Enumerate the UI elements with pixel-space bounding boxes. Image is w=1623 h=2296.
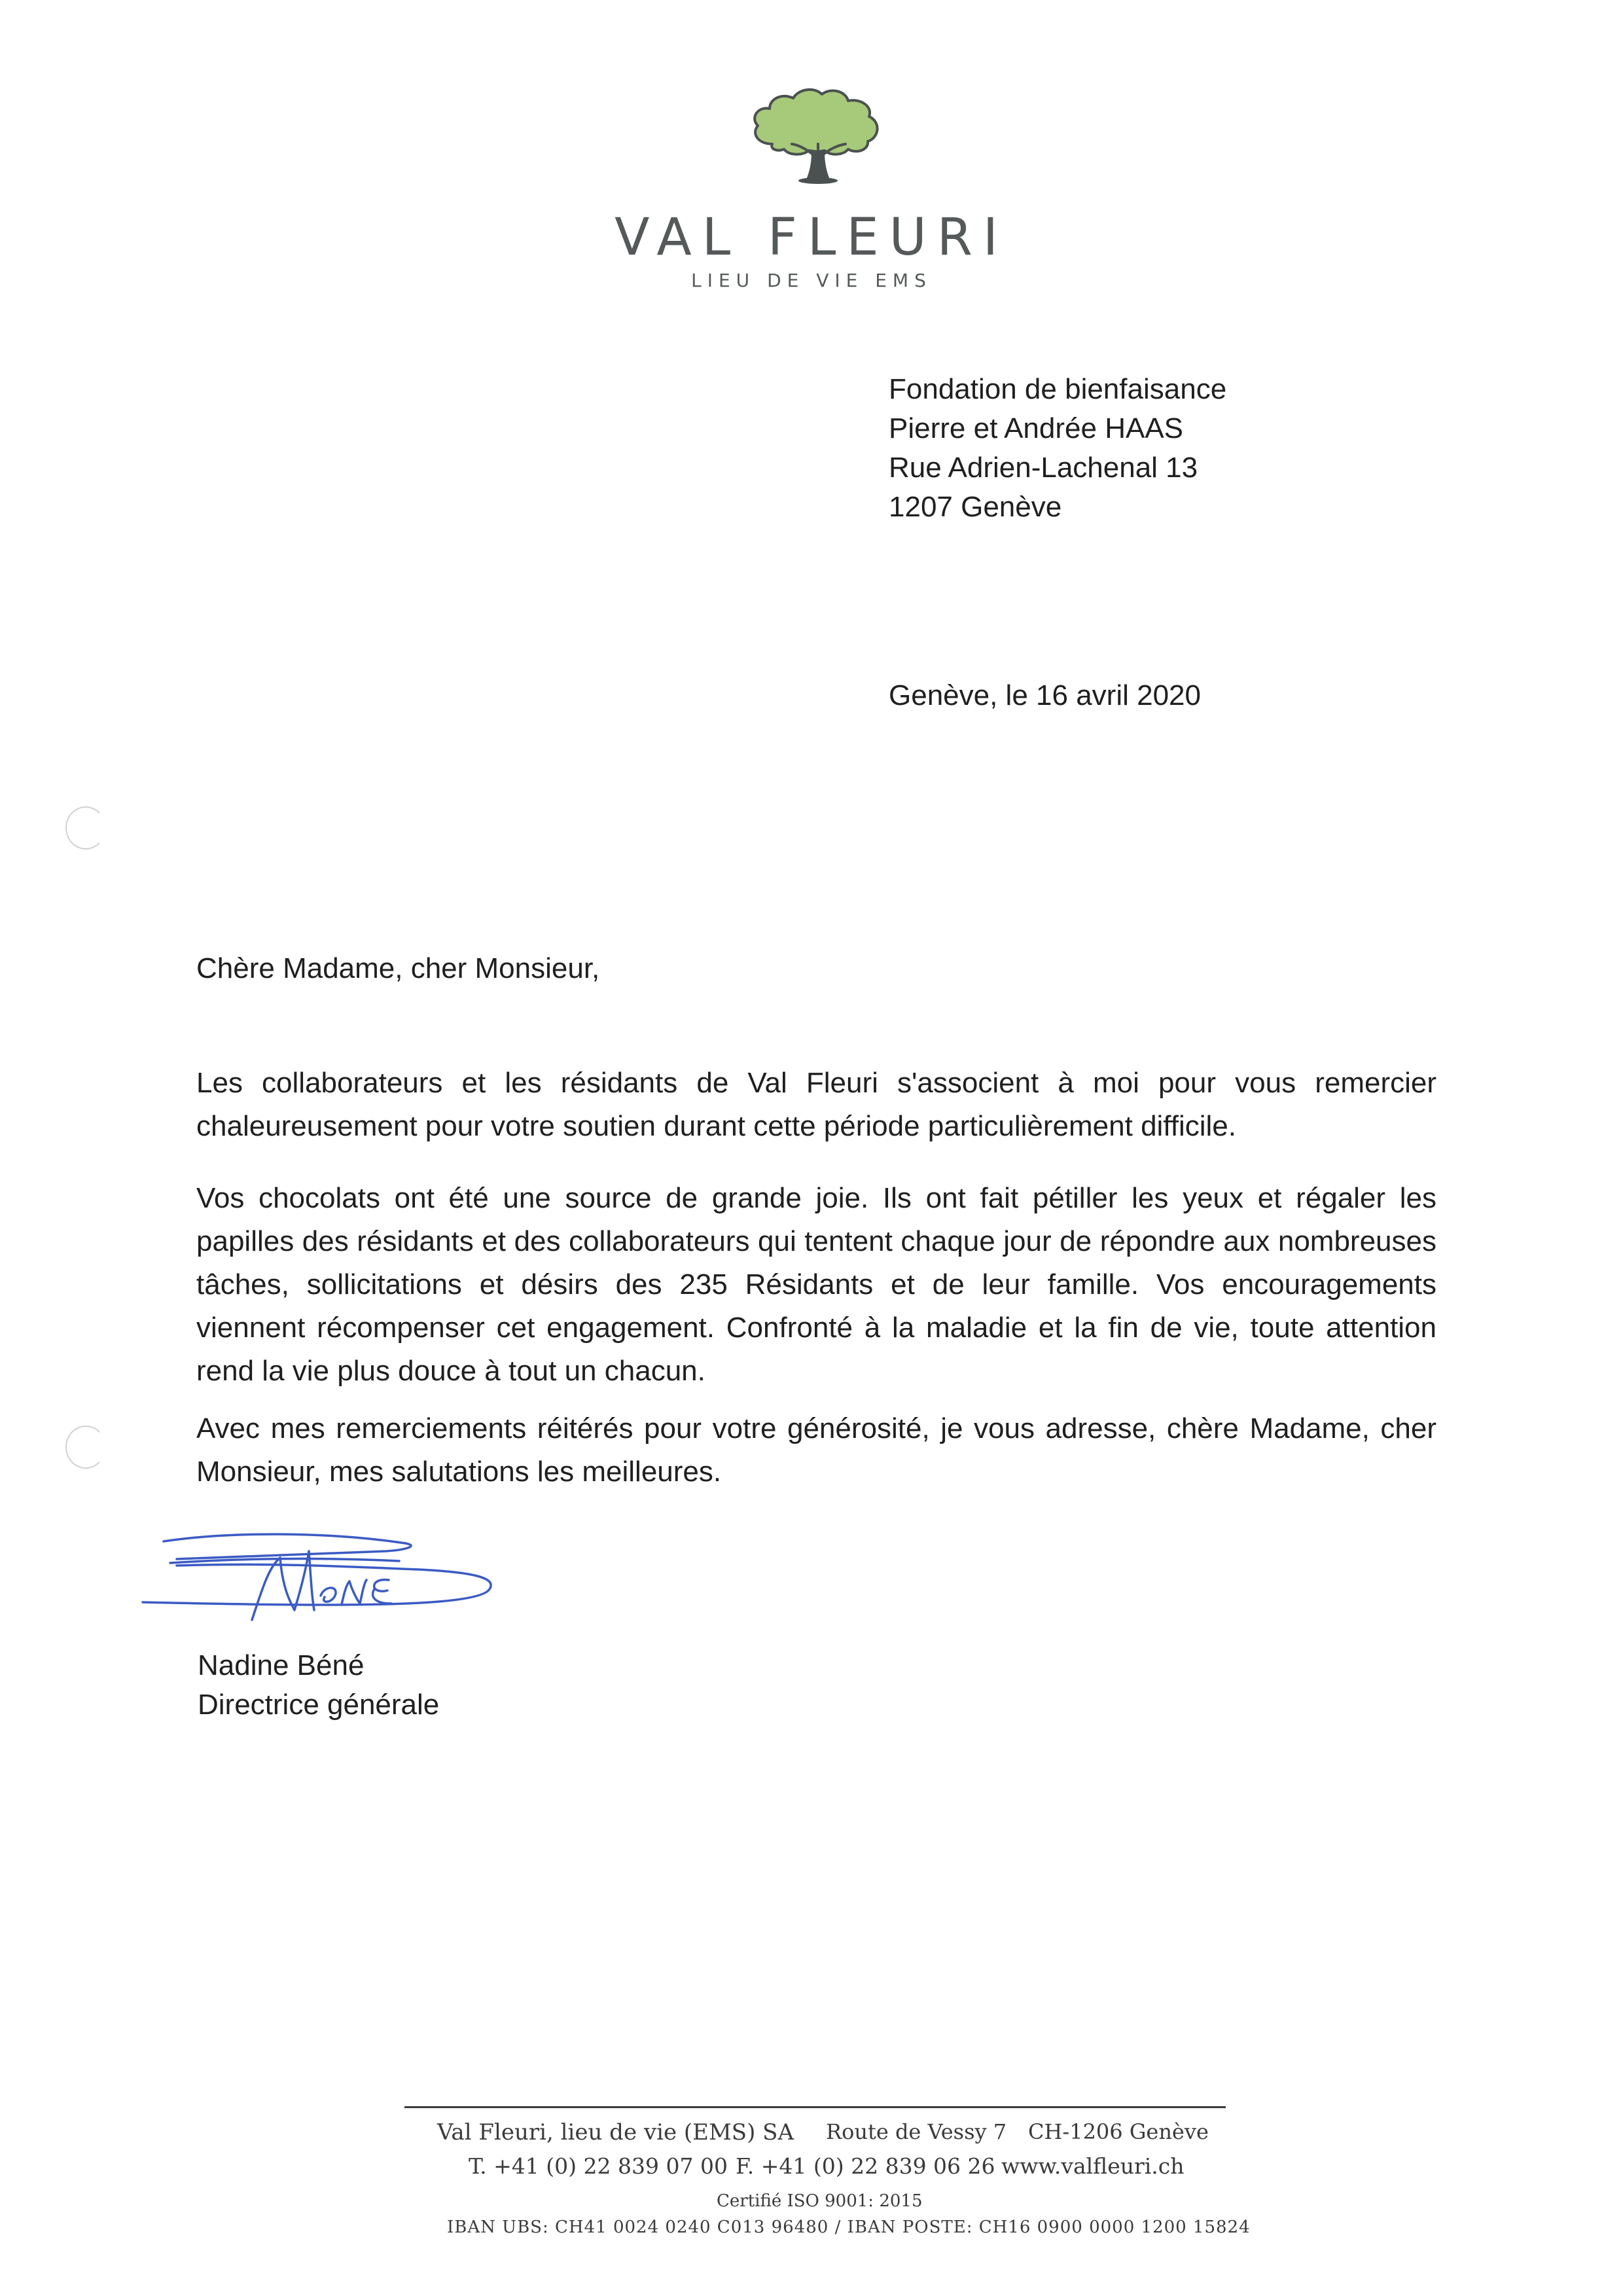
footer-website: www.valfleuri.ch xyxy=(1001,2153,1185,2179)
footer-street: Route de Vessy 7 xyxy=(826,2119,1007,2144)
date-line: Genève, le 16 avril 2020 xyxy=(889,679,1201,711)
tree-icon xyxy=(746,84,890,188)
recipient-address xyxy=(889,370,1226,527)
body-paragraph: Avec mes remerciements réitérés pour votre générosité, je vous adresse, chère Madame, cher Monsieur, mes salutations les meilleures. xyxy=(196,1412,1436,1488)
footer-fax: F. +41 (0) 22 839 06 26 xyxy=(736,2153,995,2179)
punch-hole-mark xyxy=(65,1426,106,1469)
signer-name: Nadine Béné xyxy=(198,1649,365,1681)
punch-hole-mark xyxy=(65,806,106,850)
footer-phone: T. +41 (0) 22 839 07 00 xyxy=(469,2153,728,2179)
recipient-line: Rue Adrien-Lachenal 13 xyxy=(889,452,1198,484)
brand-tagline: LIEU DE VIE EMS xyxy=(691,270,932,291)
recipient-line: Fondation de bienfaisance xyxy=(889,373,1227,405)
footer-city: CH-1206 Genève xyxy=(1028,2119,1209,2144)
footer-certification: Certifié ISO 9001: 2015 xyxy=(717,2191,923,2211)
signer-block xyxy=(198,1646,439,1725)
salutation: Chère Madame, cher Monsieur, xyxy=(196,952,600,984)
footer-iban: IBAN UBS: CH41 0024 0240 C013 96480 / IBAN POSTE: CH16 0900 0000 1200 15824 xyxy=(447,2217,1251,2237)
footer-divider xyxy=(404,2106,1226,2108)
recipient-line: Pierre et Andrée HAAS xyxy=(889,412,1184,444)
signer-title: Directrice générale xyxy=(198,1689,440,1721)
footer-company: Val Fleuri, lieu de vie (EMS) SA xyxy=(437,2119,794,2145)
recipient-line: 1207 Genève xyxy=(889,491,1062,523)
body-paragraph: Les collaborateurs et les résidants de Val Fleuri s'associent à moi pour vous remercier chaleureusement pour votre soutien durant cette période particulièrement difficile. xyxy=(196,1067,1436,1142)
brand-name: VAL FLEURI xyxy=(615,208,1008,267)
body-paragraph: Vos chocolats ont été une source de grande joie. Ils ont fait pétiller les yeux et régaler les papilles des résidants et des collaborateurs qui tentent chaque jour de répondre aux nombreuses tâches, sollicitations et désirs des 235 Résidants et de leur famille. Vos encouragements viennent récompenser cet engagement. Confronté à la maladie et la fin de vie, toute attention rend la vie plus douce à tout un chacun. xyxy=(196,1182,1436,1387)
handwritten-signature xyxy=(131,1505,510,1649)
